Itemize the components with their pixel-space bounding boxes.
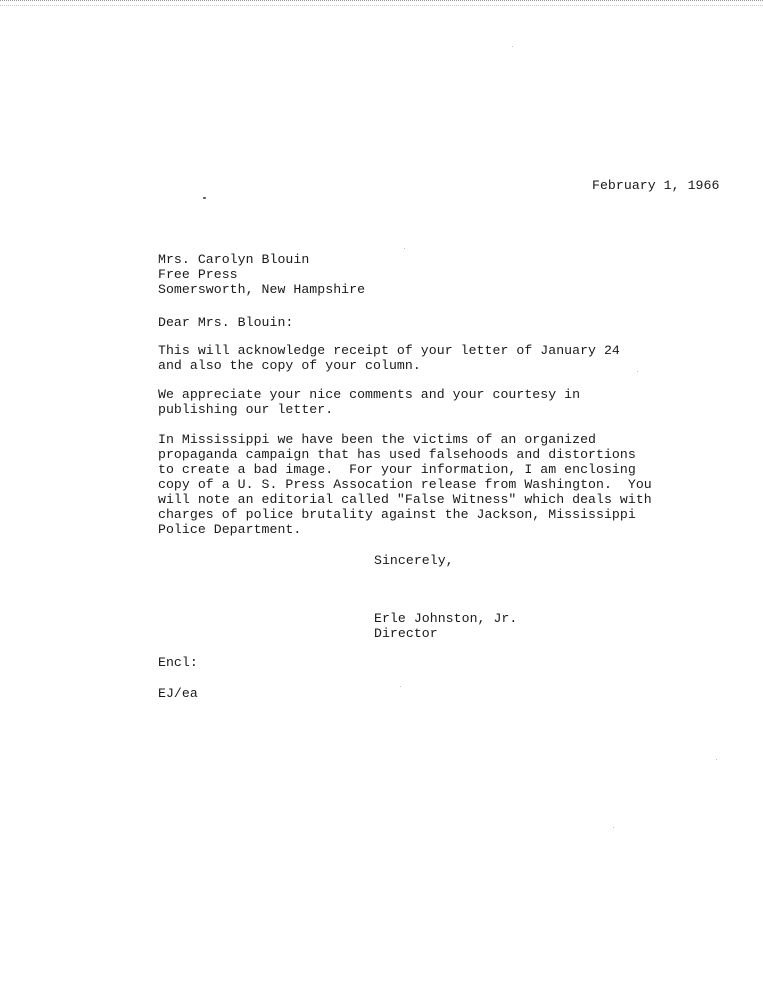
- scan-top-edge: [0, 0, 763, 6]
- paragraph-line: will note an editorial called "False Witness" which deals with: [158, 492, 652, 507]
- scan-speck: [512, 46, 513, 47]
- paragraph-line: We appreciate your nice comments and your courtesy in: [158, 387, 581, 402]
- typist-initials: EJ/ea: [158, 686, 198, 701]
- signer-title: Director: [374, 626, 438, 641]
- letter-date: February 1, 1966: [592, 178, 720, 193]
- recipient-name: Mrs. Carolyn Blouin: [158, 252, 310, 267]
- paragraph-2: [158, 387, 580, 417]
- scan-speck: [404, 248, 405, 249]
- paragraph-line: charges of police brutality against the Jackson, Mississippi: [158, 507, 636, 522]
- recipient-org: Free Press: [158, 267, 238, 282]
- paragraph-line: to create a bad image. For your information, I am enclosing: [158, 462, 636, 477]
- scan-speck: [203, 197, 206, 199]
- scan-speck: [637, 371, 638, 372]
- paragraph-1: [158, 343, 620, 373]
- paragraph-line: publishing our letter.: [158, 402, 334, 417]
- scan-speck: [613, 827, 614, 828]
- paragraph-line: This will acknowledge receipt of your letter of January 24: [158, 343, 620, 358]
- scan-speck: [716, 759, 717, 760]
- paragraph-line: and also the copy of your column.: [158, 358, 421, 373]
- closing: Sincerely,: [374, 553, 454, 568]
- recipient-city: Somersworth, New Hampshire: [158, 282, 366, 297]
- paragraph-line: In Mississippi we have been the victims of an organized: [158, 432, 597, 447]
- signature-block: [374, 611, 517, 641]
- paragraph-line: copy of a U. S. Press Assocation release from Washington. You: [158, 477, 652, 492]
- paragraph-line: propaganda campaign that has used falsehoods and distortions: [158, 447, 636, 462]
- scan-speck: [400, 686, 401, 687]
- paragraph-3: [158, 432, 652, 537]
- recipient-address: [158, 252, 365, 297]
- enclosure-note: Encl:: [158, 655, 198, 670]
- signer-name: Erle Johnston, Jr.: [374, 611, 518, 626]
- salutation: Dear Mrs. Blouin:: [158, 315, 294, 330]
- paragraph-line: Police Department.: [158, 522, 302, 537]
